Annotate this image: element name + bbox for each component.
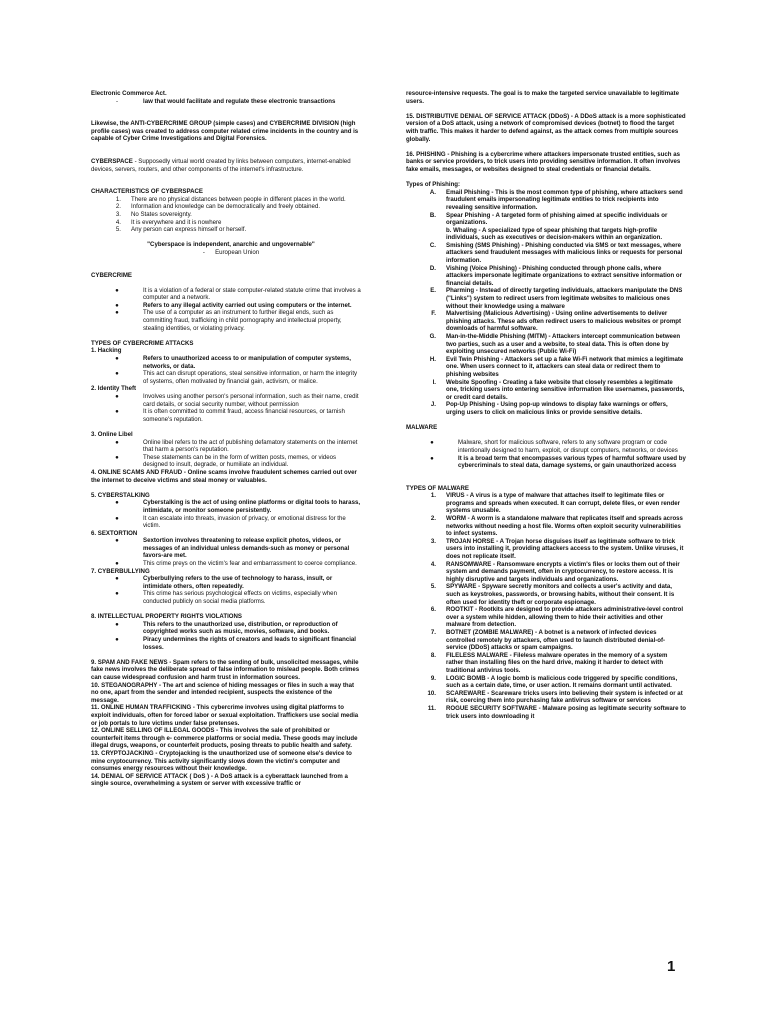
left-column: [91, 90, 361, 788]
bullet-item: ● Cyberstalking is the act of using online platforms or digital tools to harass, intimidate, or monitor someone persistently.: [115, 499, 361, 514]
bullet-item: ● Refers to unauthorized access to or manipulation of computer systems, networks, or data.: [115, 355, 351, 370]
bullet-item: ● Refers to any illegal activity carried out using computers or the internet.: [115, 301, 352, 309]
list-item: 1. There are no physical distances between people in different places in the world.: [115, 195, 346, 203]
sub-heading: 1. Hacking: [91, 347, 122, 355]
quote: "Cyberspace is independent, anarchic and ungovernable": [147, 241, 315, 249]
bullet-item: ● This refers to the unauthorized use, distribution, or reproduction of copyrighted works such as music, movies, software, and books.: [115, 620, 338, 636]
bullet-item: ● Cyberbullying refers to the use of technology to harass, insult, or intimidate others, often repeatedly.: [115, 575, 333, 590]
right-column: [406, 90, 686, 720]
list-item: B. Spear Phishing - A targeted form of phishing aimed at specific individuals or organizations.: [429, 211, 668, 227]
list-item: 11. ROGUE SECURITY SOFTWARE - Malware posing as legitimate security software to trick users into downloading it: [427, 704, 686, 720]
list-item: G. Man-in-the-Middle Phishing (MITM) - Attackers intercept communication between two parties, such as a user and a website, to steal data. This is often done by exploiting unsecured networks (Public Wi-Fi): [429, 333, 681, 356]
dash-item: - law that would facilitate and regulate these electronic transactions: [115, 97, 336, 105]
quote-source: - European Union: [202, 248, 260, 256]
malware-list: [406, 492, 686, 720]
bullet-item: ● It is a violation of a federal or state computer-related statute crime that involves a computer and a network.: [115, 286, 361, 302]
list-item: 1. VIRUS - A virus is a type of malware that attaches itself to legitimate files or programs and spreads when executed. It can corrupt, delete files, or even render systems unusable.: [430, 492, 681, 515]
paragraph: 9. SPAM AND FAKE NEWS - Spam refers to the sending of bulk, unsolicited messages, while fake news involves the deliberate spread of false information to mislead people. Both crimes can cause widespread confusion and harm trust in information sources.: [91, 658, 360, 681]
paragraph: Electronic Commerce Act.: [91, 90, 167, 97]
section-heading: MALWARE: [406, 424, 438, 432]
paragraph: resource-intensive requests. The goal is to make the targeted service unavailable to legitimate users.: [406, 90, 679, 105]
numbered-list: [91, 196, 361, 234]
paragraph: 16. PHISHING - Phishing is a cybercrime where attackers impersonate trusted entities, such as banks or service providers, to trick users into providing sensitive information. It often involves fake emails, messages, or websites designed to steal credentials or financial details.: [406, 150, 681, 173]
bullet-item: ● These statements can be in the form of written posts, memes, or videos designed to insult, degrade, or humiliate an individual.: [115, 453, 337, 469]
page-number: 1: [667, 958, 676, 975]
bullet-item: ● This crime preys on the victim's fear and embarrassment to coerce compliance.: [115, 560, 357, 568]
list-item: 7. BOTNET (ZOMBIE MALWARE) - A botnet is a network of infected devices controlled remotely by attackers, often used to launch distributed denial-of-service (DDoS) attacks or spam campaigns.: [430, 628, 666, 652]
bullet-item: ● The use of a computer as an instrument to further illegal ends, such as committing fraud, trafficking in child pornography and intellectual property, stealing identities, or violating privacy.: [115, 309, 342, 332]
bullet-item: ● Involves using another person's personal information, such as their name, credit card details, or social security number, without permission: [115, 393, 359, 408]
bullet-item: ● This crime has serious psychological effects on victims, especially when conducted publicly on social media platforms.: [115, 590, 337, 606]
sub-heading: 2. Identity Theft: [91, 385, 137, 393]
list-item: 2. WORM - A worm is a standalone malware that replicates itself and spreads across networks without needing a host file. Worms often exploit security vulnerabilities to infect systems.: [430, 515, 683, 538]
bullet-item: ● Malware, short for malicious software, refers to any software program or code intentionally designed to harm, exploit, or disrupt computers, networks, or devices: [430, 439, 678, 454]
bullet-item: ● It can escalate into threats, invasion of privacy, or emotional distress for the victim.: [115, 514, 346, 530]
bullet-item: ● Piracy undermines the rights of creators and leads to significant financial losses.: [115, 636, 356, 651]
list-item: 8. FILELESS MALWARE - Fileless malware operates in the memory of a system rather than installing files on the hard drive, making it harder to detect with traditional antivirus tools.: [430, 651, 668, 674]
bullet-item: ● Online libel refers to the act of publishing defamatory statements on the internet that harm a person's reputation.: [115, 438, 358, 454]
paragraph: Likewise, the ANTI-CYBERCRIME GROUP (simple cases) and CYBERCRIME DIVISION (high profile cases) was created to address computer related crime incidents in the country and is capable of Cyber Crime Investigations and Digital Forensics.: [91, 120, 359, 143]
section-heading: CYBERCRIME: [91, 271, 132, 279]
list-item: 2. Information and knowledge can be democratically and freely obtained.: [115, 203, 321, 211]
list-item: C. Smishing (SMS Phishing) - Phishing conducted via SMS or text messages, where attackers send fraudulent messages with malicious links or requests for personal information.: [429, 241, 683, 265]
sub-heading: 8. INTELLECTUAL PROPERTY RIGHTS VIOLATIONS: [91, 613, 243, 621]
bullet-item: ● It is often committed to commit fraud, access financial resources, or tarnish someone's reputation.: [115, 408, 345, 423]
list-item: 4. RANSOMWARE - Ransomware encrypts a victim's files or locks them out of their system and demands payment, often in cryptocurrency, to restore access. It is highly disruptive and targets individuals and organizations.: [430, 560, 680, 583]
section-heading: TYPES OF CYBERCRIME ATTACKS: [91, 339, 194, 347]
list-item: 9. LOGIC BOMB - A logic bomb is malicious code triggered by specific conditions, such as a certain date, time, or user action. It remains dormant until activated.: [430, 674, 678, 690]
paragraph: 15. DISTRIBUTIVE DENIAL OF SERVICE ATTACK (DDoS) - A DDoS attack is a more sophisticated version of a DoS attack, using a network of compromised devices (botnet) to flood the target with traffic. This makes it harder to defend against, as the attack comes from multiple sources globally.: [406, 112, 686, 143]
list-item: 6. ROOTKIT - Rootkits are designed to provide attackers administrative-level control over a system while hidden, allowing them to hide their activities and other malware from detection.: [430, 606, 684, 629]
list-item: 3. TROJAN HORSE - A Trojan horse disguises itself as legitimate software to trick users into installing it, providing attackers access to the system. Unlike viruses, it does not replicate itself.: [430, 537, 684, 561]
paragraph: 14. DENIAL OF SERVICE ATTACK ( DoS ) - A DoS attack is a cyberattack launched from a single source, overwhelming a system or server with excessive traffic or: [91, 772, 348, 788]
list-item: 3. No States sovereignty.: [115, 210, 192, 218]
sub-heading: 6. SEXTORTION: [91, 529, 138, 537]
list-item: A. Email Phishing - This is the most common type of phishing, where attackers send fraudulent emails impersonating legitimate entities to trick recipients into revealing sensitive information.: [429, 188, 683, 211]
list-item: F. Malvertising (Malicious Advertising) - Using online advertisements to deliver phishing attacks. These ads often redirect users to malicious websites or prompt downloads of harmful software.: [431, 310, 682, 333]
list-item: D. Vishing (Voice Phishing) - Phishing conducted through phone calls, where attackers impersonate legitimate organizations to extract sensitive information or financial details.: [429, 264, 683, 287]
sub-heading: 5. CYBERSTALKING: [91, 491, 150, 499]
paragraph: CYBERSPACE - Supposedly virtual world created by links between computers, internet-enabled devices, servers, routers, and other components of the internet's infrastructure.: [91, 157, 351, 173]
list-item: I. Website Spoofing - Creating a fake website that closely resembles a legitimate one, tricking users into entering sensitive information like usernames, passwords, or credit card details.: [432, 378, 685, 401]
list-item: J. Pop-Up Phishing - Using pop-up windows to display fake warnings or offers, urging users to click on malicious links or provide sensitive details.: [430, 401, 668, 416]
paragraph: 12. ONLINE SELLING OF ILLEGAL GOODS - This involves the sale of prohibited or counterfeit items through e- commerce platforms or social media. These goods may include illegal drugs, weapons, or counterfeit products, posing threats to public health and safety.: [91, 727, 358, 750]
bullet-item: ● It is a broad term that encompasses various types of harmful software used by cybercriminals to steal data, damage systems, or gain unauthorized access: [430, 454, 686, 470]
sub-heading: 7. CYBERBULLYING: [91, 567, 150, 575]
list-item: H. Evil Twin Phishing - Attackers set up a fake Wi-Fi network that mimics a legitimate one. When users connect to it, attackers can steal data or redirect them to phishing websites: [429, 355, 684, 378]
paragraph: b. Whaling - A specialized type of spear phishing that targets high-profile individuals, such as executives or decision-makers within an organization.: [446, 226, 663, 242]
sub-heading: 3. Online Libel: [91, 430, 133, 438]
section-heading: TYPES OF MALWARE: [406, 484, 469, 492]
bullet-item: ● This act can disrupt operations, steal sensitive information, or harm the integrity of systems, often motivated by financial gain, activism, or malice.: [115, 370, 358, 385]
sub-heading: Types of Phishing:: [406, 181, 461, 189]
bullet-item: ● Sextortion involves threatening to release explicit photos, videos, or messages of an individual unless demands-such as money or personal favors-are met.: [115, 537, 350, 560]
list-item: 10. SCAREWARE - Scareware tricks users into believing their system is infected or at risk, coercing them into purchasing fake antivirus software or services: [427, 689, 683, 705]
section-heading: CHARACTERISTICS OF CYBERSPACE: [91, 188, 203, 196]
paragraph: 4. ONLINE SCAMS AND FRAUD - Online scams involve fraudulent schemes carried out over the internet to deceive victims and steal money or valuables.: [91, 468, 357, 484]
list-item: E. Pharming - Instead of directly targeting individuals, attackers manipulate the DNS ("Links") system to redirect users from legitimate websites to malicious ones without their knowledge using a malware: [430, 287, 683, 310]
paragraph: 10. STEGANOGRAPHY - The art and science of hiding messages or files in such a way that no one, apart from the sender and intended recipient, suspects the existence of the message.: [91, 681, 355, 704]
list-item: 4. It is everywhere and it is nowhere: [115, 218, 222, 226]
paragraph: 11. ONLINE HUMAN TRAFFICKING - This cybercrime involves using digital platforms to exploit individuals, often for forced labor or sexual exploitation. Traffickers use social media or job portals to lure victims under false pretenses.: [91, 704, 359, 727]
list-item: 5. Any person can express himself or herself.: [115, 226, 247, 234]
phishing-list: [406, 242, 686, 417]
paragraph: 13. CRYPTOJACKING - Cryptojacking is the unauthorized use of someone else's device to mine cryptocurrency. This activity significantly slows down the victim's computer and consumes energy resources without their knowledge.: [91, 749, 352, 773]
list-item: 5. SPYWARE - Spyware secretly monitors and collects a user's activity and data, such as keystrokes, passwords, or browsing habits, without their consent. It is often used for identity theft or corporate espionage.: [430, 583, 675, 606]
